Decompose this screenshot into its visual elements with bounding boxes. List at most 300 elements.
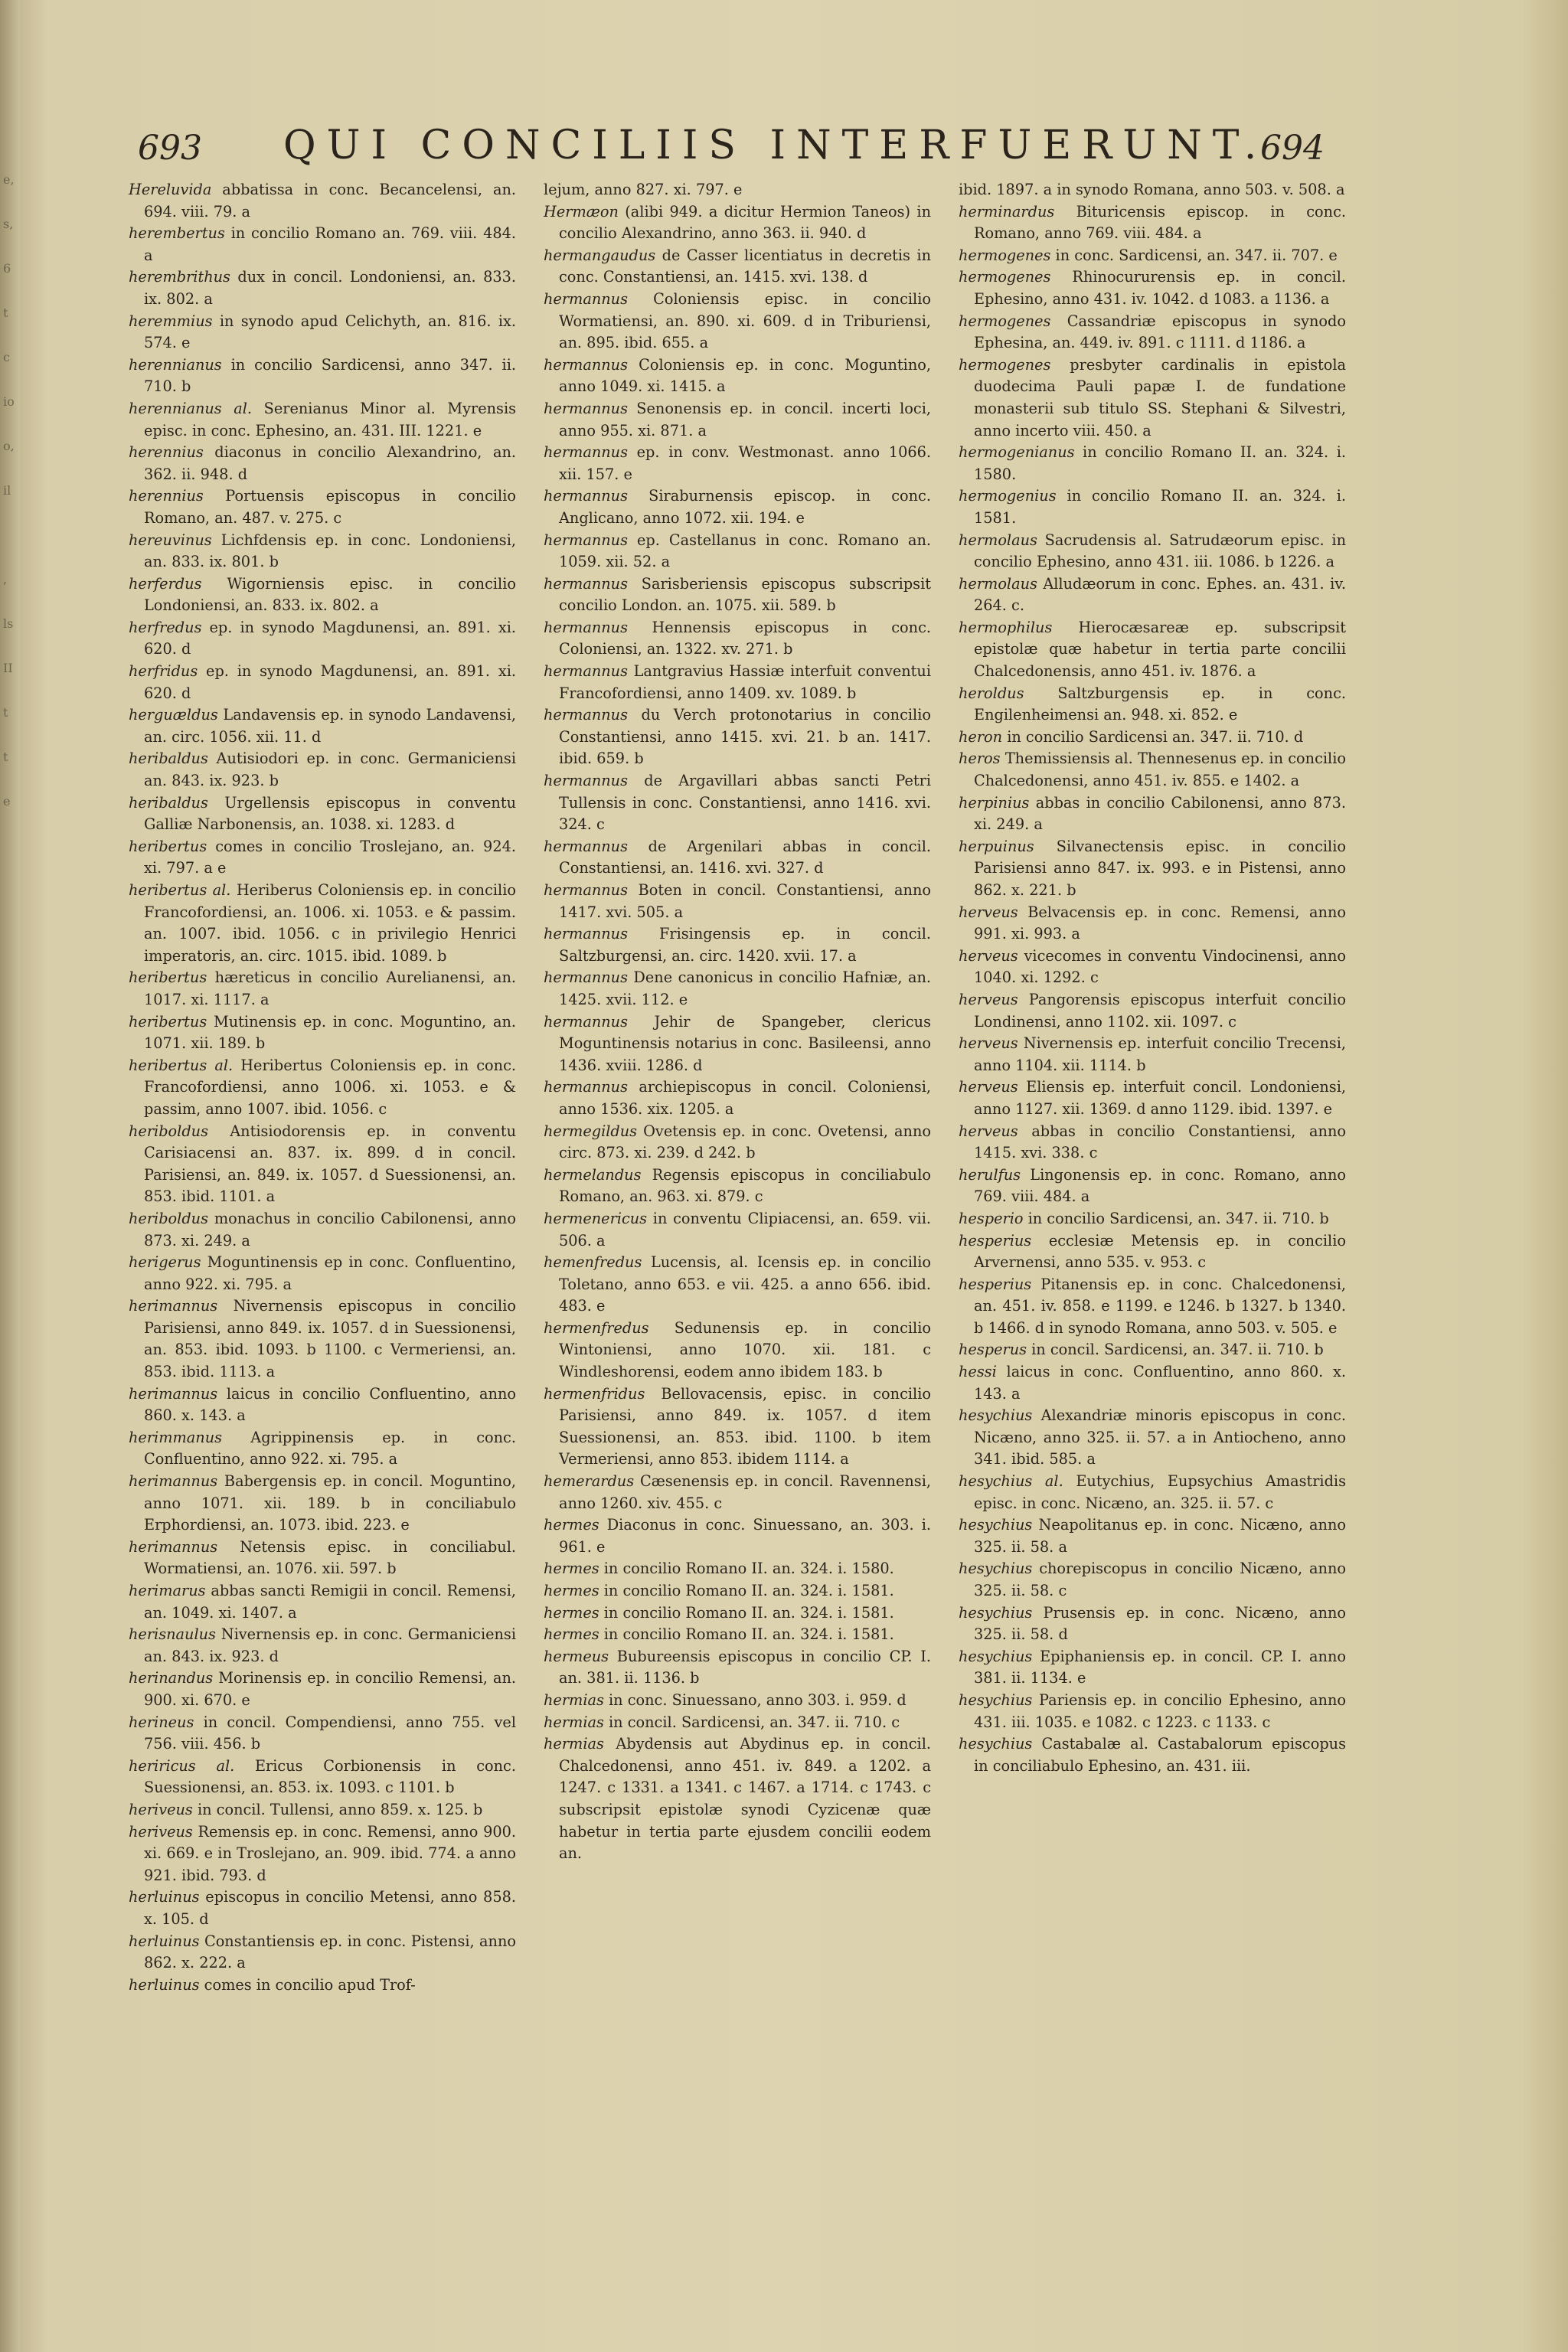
entry-headword: hermophilus: [959, 618, 1053, 636]
entry-text: Silvanectensis episc. in concilio Parisiensi anno 847. ix. 993. e in Pistensi, anno 862. x. 221. b: [974, 837, 1346, 899]
index-entry: [129, 1975, 516, 1997]
entry-headword: hermogenianus: [959, 443, 1075, 462]
index-entry: [544, 179, 931, 201]
entry-text: Jehir de Spangeber, clericus Moguntinensis notarius in conc. Basileensi, anno 1436. xviii. 1286. d: [559, 1012, 931, 1074]
entry-text: Moguntinensis ep in conc. Confluentino, anno 922. xi. 795. a: [144, 1253, 516, 1293]
index-entry: [544, 1121, 931, 1165]
index-entry: [959, 1076, 1346, 1120]
entry-headword: hesychius: [959, 1647, 1033, 1665]
index-entry: [959, 201, 1346, 245]
entry-text: diaconus in concilio Alexandrino, an. 362. ii. 948. d: [144, 443, 516, 483]
index-entry: [959, 1339, 1346, 1361]
entry-headword: herimannus: [129, 1472, 218, 1491]
index-entry: [959, 1121, 1346, 1165]
entry-headword: herfridus: [129, 662, 198, 681]
entry-headword: herinandus: [129, 1669, 214, 1687]
entry-headword: hermannus: [544, 355, 628, 374]
index-entry: [544, 1165, 931, 1208]
entry-headword: heriboldus: [129, 1122, 208, 1140]
gutter-mark: t: [3, 305, 8, 320]
index-entry: [129, 1799, 516, 1821]
index-entry: [129, 1821, 516, 1887]
entry-text: episcopus in concilio Metensi, anno 858. x. 105. d: [144, 1888, 516, 1928]
gutter-mark: t: [3, 705, 8, 720]
gutter-mark: e,: [3, 172, 15, 187]
index-entry: [959, 836, 1346, 902]
entry-headword: hermenfredus: [544, 1318, 649, 1337]
index-entry: [129, 1624, 516, 1668]
entry-headword: herimarus: [129, 1582, 206, 1599]
index-entry: [544, 661, 931, 704]
entry-headword: herveus: [959, 946, 1018, 965]
entry-headword: heriricus al.: [129, 1756, 235, 1775]
index-entry: [129, 1668, 516, 1711]
entry-text: ep. Castellanus in conc. Romano an. 1059. xii. 52. a: [559, 531, 931, 571]
index-entry: [129, 1756, 516, 1799]
index-entry: [544, 967, 931, 1011]
index-entry: [129, 1252, 516, 1295]
entry-headword: hermogenes: [959, 246, 1051, 264]
index-entry: [959, 311, 1346, 354]
entry-headword: hermannus: [544, 1012, 628, 1031]
index-entry: [959, 1690, 1346, 1733]
entry-headword: hermenfridus: [544, 1384, 645, 1403]
entry-text: in concilio Sardicensi an. 347. ii. 710. d: [1002, 727, 1304, 746]
entry-text: Agrippinensis ep. in conc. Confluentino, anno 922. xi. 795. a: [144, 1428, 516, 1468]
entry-headword: hermannus: [544, 443, 628, 462]
entry-text: Castabalæ al. Castabalorum episcopus in conciliabulo Ephesino, an. 431. iii.: [974, 1735, 1346, 1775]
gutter-mark: io: [3, 394, 15, 409]
entry-text: in synodo apud Celichyth, an. 816. ix. 574. e: [144, 312, 516, 352]
index-entry: [129, 1055, 516, 1121]
entry-headword: hesychius: [959, 1735, 1033, 1753]
index-entry: [129, 1383, 516, 1427]
entry-text: Portuensis episcopus in concilio Romano, an. 487. v. 275. c: [144, 487, 516, 527]
column-right: [959, 179, 1346, 2292]
entry-headword: herluinus: [129, 1975, 200, 1994]
index-entry: [544, 1712, 931, 1734]
index-entry: [544, 1690, 931, 1712]
entry-text: in concil. Sardicensi, an. 347. ii. 710. b: [1027, 1341, 1324, 1359]
entry-text: chorepiscopus in concilio Nicæno, anno 325. ii. 58. c: [974, 1560, 1346, 1599]
index-entry: [959, 1230, 1346, 1274]
entry-headword: hermannus: [544, 618, 628, 636]
entry-text: laicus in conc. Confluentino, anno 860. x. 143. a: [974, 1363, 1346, 1403]
entry-headword: hermannus: [544, 289, 628, 308]
entry-text: archiepiscopus in concil. Coloniensi, anno 1536. xix. 1205. a: [559, 1078, 931, 1118]
entry-text: in concilio Romano II. an. 324. i. 1581.: [599, 1625, 894, 1644]
entry-text: in concilio Romano II. an. 324. i. 1580.: [974, 443, 1346, 483]
entry-text: Wigorniensis episc. in concilio Londoniensi, an. 833. ix. 802. a: [144, 574, 516, 615]
index-entry: [959, 573, 1346, 617]
index-entry: [544, 1602, 931, 1625]
entry-text: in concil. Tullensi, anno 859. x. 125. b: [192, 1800, 483, 1818]
index-entry: [959, 1514, 1346, 1558]
entry-text: Ovetensis ep. in conc. Ovetensi, anno circ. 873. xi. 239. d 242. b: [559, 1122, 931, 1162]
index-entry: [959, 1208, 1346, 1230]
index-entry: [129, 1011, 516, 1055]
entry-headword: heribertus: [129, 969, 207, 987]
entry-text: Eutychius, Eupsychius Amastridis episc. in conc. Nicæno, an. 325. ii. 57. c: [974, 1472, 1346, 1512]
gutter-mark: c: [3, 350, 10, 364]
entry-text: Antisiodorensis ep. in conventu Carisiacensi an. 837. ix. 899. d in concil. Parisiensi, an. 849. ix. 1057. d Suessionensi, an. 853. ibid. 1101. a: [144, 1122, 516, 1206]
entry-headword: hermias: [544, 1690, 604, 1709]
gutter-mark: II: [3, 661, 13, 675]
entry-headword: hermannus: [544, 969, 628, 987]
entry-text: Coloniensis ep. in conc. Moguntino, anno 1049. xi. 1415. a: [559, 355, 931, 396]
entry-headword: Hermæon: [544, 202, 619, 220]
entry-text: Pariensis ep. in concilio Ephesino, anno 431. iii. 1035. e 1082. c 1223. c 1133. c: [974, 1690, 1346, 1731]
entry-text: in concilio Romano II. an. 324. i. 1581.: [974, 487, 1346, 527]
entry-text: Dene canonicus in concilio Hafniæ, an. 1425. xvii. 112. e: [559, 969, 931, 1008]
index-entry: [129, 617, 516, 661]
gutter-mark: o,: [3, 439, 15, 453]
entry-text: hæreticus in concilio Aurelianensi, an. 1017. xi. 1117. a: [144, 969, 516, 1008]
gutter-mark: il: [3, 483, 11, 498]
entry-headword: herferdus: [129, 574, 202, 593]
index-entry: [544, 923, 931, 967]
index-entry: [959, 245, 1346, 267]
index-entry: [959, 617, 1346, 683]
entry-headword: hesychius al.: [959, 1472, 1063, 1491]
entry-text: ecclesiæ Metensis ep. in concilio Arvernensi, anno 535. v. 953. c: [974, 1231, 1346, 1272]
gutter-mark: 6: [3, 261, 11, 276]
index-entry: [959, 266, 1346, 310]
index-entry: [129, 573, 516, 617]
entry-text: Ericus Corbionensis in conc. Suessionensi, an. 853. ix. 1093. c 1101. b: [144, 1756, 516, 1797]
entry-headword: herembrithus: [129, 268, 230, 286]
entry-text: Siraburnensis episcop. in conc. Anglicano, anno 1072. xii. 194. e: [559, 487, 931, 527]
entry-text: in concilio Romano an. 769. viii. 484. a: [144, 224, 516, 264]
entry-text: du Verch protonotarius in concilio Constantiensi, anno 1415. xvi. 21. b an. 1417. ibid. 659. b: [559, 706, 931, 768]
entry-headword: hermogenes: [959, 355, 1051, 374]
entry-headword: hermannus: [544, 574, 628, 593]
entry-headword: heribertus: [129, 837, 207, 855]
index-entry: [544, 1580, 931, 1602]
index-entry: [129, 1537, 516, 1580]
entry-text: comes in concilio apud Trof-: [199, 1975, 416, 1994]
index-entry: [129, 311, 516, 354]
index-entry: [129, 880, 516, 967]
index-entry: [544, 770, 931, 836]
index-entry: [544, 836, 931, 880]
entry-headword: heribaldus: [129, 793, 208, 812]
entry-headword: herineus: [129, 1713, 194, 1731]
entry-headword: herveus: [959, 1122, 1018, 1140]
entry-text: abbatissa in conc. Becancelensi, an. 694. viii. 79. a: [144, 181, 516, 220]
entry-headword: heribertus: [129, 1012, 207, 1031]
entry-headword: herveus: [959, 990, 1018, 1008]
entry-headword: hessi: [959, 1363, 997, 1381]
entry-text: in concilio Romano II. an. 324. i. 1580.: [599, 1560, 894, 1578]
entry-text: Lantgravius Hassiæ interfuit conventui Francofordiensi, anno 1409. xv. 1089. b: [559, 662, 931, 702]
entry-text: in conc. Sardicensi, an. 347. ii. 707. e: [1050, 246, 1338, 264]
entry-text: Lucensis, al. Icensis ep. in concilio Toletano, anno 653. e vii. 425. a anno 656. ibid. 483. e: [559, 1253, 931, 1315]
index-entry: [129, 1471, 516, 1537]
entry-headword: herguældus: [129, 706, 218, 724]
entry-text: Alludæorum in conc. Ephes. an. 431. iv. 264. c.: [974, 574, 1346, 615]
entry-headword: hermes: [544, 1625, 599, 1644]
index-entry: [959, 1602, 1346, 1646]
entry-headword: hermolaus: [959, 574, 1037, 593]
entry-text: de Argenilari abbas in concil. Constantiensi, an. 1416. xvi. 327. d: [559, 837, 931, 877]
entry-text: in conc. Sinuessano, anno 303. i. 959. d: [603, 1690, 906, 1709]
gutter-mark: ,: [3, 572, 8, 586]
entry-headword: hermangaudus: [544, 246, 656, 264]
index-entry: [544, 398, 931, 442]
index-entry: [959, 1405, 1346, 1471]
index-entry: [544, 1076, 931, 1120]
running-title: QUI CONCILIIS INTERFUERUNT.: [283, 122, 1268, 168]
entry-headword: heribertus al.: [129, 1056, 234, 1074]
entry-text: Babergensis ep. in concil. Moguntino, anno 1071. xii. 189. b in conciliabulo Erphordiensi, an. 1073. ibid. 223. e: [144, 1472, 516, 1534]
entry-headword: herigerus: [129, 1253, 201, 1272]
entry-text: ep. in synodo Magdunensi, an. 891. xi. 620. d: [144, 618, 516, 658]
gutter-mark: s,: [3, 217, 14, 231]
index-entry: [129, 179, 516, 223]
entry-headword: hesychius: [959, 1690, 1033, 1709]
index-entry: [129, 1931, 516, 1975]
entry-headword: hermeus: [544, 1647, 609, 1665]
entry-text: in concilio Sardicensi, anno 347. ii. 710. b: [144, 355, 516, 396]
entry-text: Diaconus in conc. Sinuessano, an. 303. i. 961. e: [559, 1516, 931, 1556]
entry-headword: heron: [959, 727, 1003, 746]
index-entry: [544, 1514, 931, 1558]
entry-headword: hermes: [544, 1582, 599, 1599]
entry-headword: herennius: [129, 443, 204, 462]
index-entry: [544, 245, 931, 289]
index-entry: [129, 661, 516, 704]
entry-headword: hermias: [544, 1713, 604, 1731]
entry-headword: hermelandus: [544, 1165, 642, 1184]
entry-text: Abydensis aut Abydinus ep. in concil. Chalcedonensi, anno 451. iv. 849. a 1202. a 1247. c 1331. a 1341. c 1467. a 1714. c 1743. c subscripsit epistolæ synodi Cyzicenæ quæ habetur in tertia parte ejusdem concilii eodem an.: [559, 1735, 931, 1863]
entry-text: Autisiodori ep. in conc. Germaniciensi an. 843. ix. 923. b: [144, 750, 516, 790]
entry-headword: hermogenes: [959, 268, 1051, 286]
page-header: [138, 122, 1325, 176]
index-entry: [129, 530, 516, 573]
entry-text: comes in concilio Troslejano, an. 924. xi. 797. a e: [144, 837, 516, 877]
index-entry: [959, 1646, 1346, 1690]
entry-text: ep. in conv. Westmonast. anno 1066. xii. 157. e: [559, 443, 931, 483]
index-entry: [959, 354, 1346, 442]
index-entry: [129, 442, 516, 485]
index-entry: [544, 1011, 931, 1077]
index-entry: [129, 1886, 516, 1930]
entry-headword: herimmanus: [129, 1428, 223, 1446]
entry-text: de Casser licentiatus in decretis in conc. Constantiensi, an. 1415. xvi. 138. d: [559, 246, 931, 286]
entry-headword: heremmius: [129, 312, 213, 330]
index-entry: [959, 989, 1346, 1033]
entry-text: monachus in concilio Cabilonensi, anno 873. xi. 249. a: [144, 1209, 516, 1250]
entry-text: Cæsenensis ep. in concil. Ravennensi, anno 1260. xiv. 455. c: [559, 1472, 931, 1512]
entry-headword: hesperus: [959, 1341, 1027, 1359]
entry-headword: hesychius: [959, 1560, 1033, 1578]
entry-text: Neapolitanus ep. in conc. Nicæno, anno 325. ii. 58. a: [974, 1516, 1346, 1556]
entry-headword: hermenericus: [544, 1209, 648, 1227]
entry-text: de Argavillari abbas sancti Petri Tullensis in conc. Constantiensi, anno 1416. xvi. 324. c: [559, 772, 931, 834]
index-entry: [544, 289, 931, 354]
index-entry: [544, 1208, 931, 1252]
index-entry: [959, 485, 1346, 529]
entry-text: Nivernensis episcopus in concilio Parisiensi, anno 849. ix. 1057. d in Suessionensi, an. 853. ibid. 1093. b 1100. c Vermeriensi, an. 853. ibid. 1113. a: [144, 1297, 516, 1381]
entry-text: Landavensis ep. in synodo Landavensi, an. circ. 1056. xii. 11. d: [144, 706, 516, 746]
index-entry: [544, 442, 931, 485]
entry-text: Pangorensis episcopus interfuit concilio Londinensi, anno 1102. xii. 1097. c: [974, 990, 1346, 1031]
index-entry: [959, 1558, 1346, 1602]
entry-text: ep. in synodo Magdunensi, an. 891. xi. 620. d: [144, 662, 516, 702]
entry-text: in concilio Romano II. an. 324. i. 1581.: [599, 1603, 894, 1622]
entry-headword: heriboldus: [129, 1209, 208, 1227]
entry-headword: hermes: [544, 1560, 599, 1578]
entry-headword: herveus: [959, 903, 1018, 921]
index-entry: [959, 946, 1346, 989]
page-number-right: 694: [1260, 129, 1325, 168]
entry-text: Saltzburgensis ep. in conc. Engilenheimensi an. 948. xi. 852. e: [974, 684, 1346, 724]
index-entry: [959, 792, 1346, 836]
index-entry: [544, 880, 931, 923]
entry-text: presbyter cardinalis in epistola duodecima Pauli papæ I. de fundatione monasterii sub titulo SS. Stephani & Silvestri, anno incerto viii. 450. a: [974, 355, 1346, 439]
entry-text: Heribertus Coloniensis ep. in conc. Francofordiensi, anno 1006. xi. 1053. e & passim, anno 1007. ibid. 1056. c: [144, 1056, 516, 1118]
entry-headword: heriveus: [129, 1800, 193, 1818]
entry-text: Regensis episcopus in conciliabulo Romano, an. 963. xi. 879. c: [559, 1165, 931, 1206]
entry-text: Belvacensis ep. in conc. Remensi, anno 991. xi. 993. a: [974, 903, 1346, 943]
entry-headword: hermannus: [544, 531, 628, 549]
entry-headword: herennius: [129, 487, 204, 505]
index-entry: [129, 704, 516, 748]
entry-text: dux in concil. Londoniensi, an. 833. ix. 802. a: [144, 268, 516, 308]
index-entry: [544, 530, 931, 573]
entry-headword: hesychius: [959, 1516, 1033, 1534]
entry-headword: herpinius: [959, 793, 1030, 812]
index-entry: [129, 792, 516, 836]
entry-headword: herennianus al.: [129, 399, 253, 417]
index-entry: [129, 398, 516, 442]
index-entry: [544, 1558, 931, 1580]
index-entry: [129, 1295, 516, 1383]
entry-headword: hermannus: [544, 837, 628, 855]
entry-headword: herluinus: [129, 1888, 200, 1906]
entry-headword: heribaldus: [129, 750, 208, 768]
index-entry: [544, 1733, 931, 1865]
index-entry: [129, 967, 516, 1011]
entry-headword: hermolaus: [959, 531, 1037, 549]
entry-text: Sarisberiensis episcopus subscripsit concilio London. an. 1075. xii. 589. b: [559, 574, 931, 615]
entry-headword: hermannus: [544, 487, 628, 505]
entry-text: Bubureensis episcopus in concilio CP. I. an. 381. ii. 1136. b: [559, 1647, 931, 1687]
entry-headword: Hereluvida: [129, 181, 212, 198]
index-columns: [129, 179, 1346, 2292]
entry-headword: hermannus: [544, 925, 628, 943]
entry-text: Morinensis ep. in concilio Remensi, an. 900. xi. 670. e: [144, 1669, 516, 1709]
entry-headword: herfredus: [129, 618, 202, 636]
gutter-mark: ls: [3, 616, 14, 631]
entry-text: in concil. Sardicensi, an. 347. ii. 710. c: [603, 1713, 900, 1731]
entry-headword: hesperius: [959, 1275, 1032, 1293]
index-entry: [959, 442, 1346, 485]
index-entry: [959, 1733, 1346, 1777]
index-entry: [544, 1646, 931, 1690]
entry-headword: hermannus: [544, 881, 628, 899]
entry-text: abbas in concilio Cabilonensi, anno 873. xi. 249. a: [974, 793, 1346, 834]
index-entry: [959, 1361, 1346, 1405]
entry-text: Frisingensis ep. in concil. Saltzburgensi, an. circ. 1420. xvii. 17. a: [559, 925, 931, 965]
entry-text: Mutinensis ep. in conc. Moguntino, an. 1071. xii. 189. b: [144, 1012, 516, 1053]
index-entry: [959, 1033, 1346, 1076]
entry-headword: herimannus: [129, 1384, 218, 1403]
index-entry: [129, 485, 516, 529]
entry-headword: hermannus: [544, 662, 628, 681]
index-entry: [959, 1165, 1346, 1208]
entry-headword: hermes: [544, 1516, 599, 1534]
entry-headword: hesychius: [959, 1603, 1033, 1622]
index-entry: [544, 1318, 931, 1383]
entry-headword: hermannus: [544, 1078, 628, 1096]
entry-text: Alexandriæ minoris episcopus in conc. Nicæno, anno 325. ii. 57. a in Antiocheno, anno 341. ibid. 585. a: [974, 1406, 1346, 1468]
entry-text: laicus in concilio Confluentino, anno 860. x. 143. a: [144, 1384, 516, 1425]
index-entry: [959, 1471, 1346, 1514]
index-entry: [959, 1274, 1346, 1340]
entry-headword: hermannus: [544, 772, 628, 790]
index-entry: [959, 683, 1346, 727]
entry-headword: hermogenes: [959, 312, 1051, 330]
entry-text: Netensis episc. in conciliabul. Wormatiensi, an. 1076. xii. 597. b: [144, 1537, 516, 1578]
entry-text: Bituricensis episcop. in conc. Romano, anno 769. viii. 484. a: [974, 202, 1346, 243]
entry-headword: herulfus: [959, 1165, 1021, 1184]
entry-headword: herimannus: [129, 1297, 218, 1315]
entry-headword: hereuvinus: [129, 531, 212, 549]
index-entry: [129, 836, 516, 880]
entry-headword: herembertus: [129, 224, 225, 243]
page-number-left: 693: [138, 129, 202, 168]
index-entry: [544, 1471, 931, 1514]
entry-headword: hesperio: [959, 1209, 1024, 1227]
entry-text: in conventu Clipiacensi, an. 659. vii. 506. a: [559, 1209, 931, 1250]
entry-headword: hermogenius: [959, 487, 1057, 505]
index-entry: [129, 1427, 516, 1471]
entry-text: Nivernensis ep. interfuit concilio Trecensi, anno 1104. xii. 1114. b: [974, 1034, 1346, 1074]
index-entry: [129, 1121, 516, 1208]
index-entry: [544, 573, 931, 617]
index-entry: [959, 727, 1346, 749]
entry-headword: herluinus: [129, 1932, 200, 1950]
index-entry: [544, 1252, 931, 1318]
entry-text: in concilio Sardicensi, an. 347. ii. 710. b: [1023, 1209, 1329, 1227]
index-entry: [959, 748, 1346, 792]
index-entry: [129, 1208, 516, 1252]
entry-headword: hesperius: [959, 1231, 1032, 1250]
entry-headword: hemenfredus: [544, 1253, 642, 1272]
index-entry: [129, 266, 516, 310]
entry-text: Rhinocururensis ep. in concil. Ephesino, anno 431. iv. 1042. d 1083. a 1136. a: [974, 268, 1346, 308]
entry-headword: herpuinus: [959, 837, 1034, 855]
entry-headword: hermannus: [544, 399, 628, 417]
entry-text: Sedunensis ep. in concilio Wintoniensi, anno 1070. xii. 181. c Windleshorensi, eodem anno ibidem 183. b: [559, 1318, 931, 1381]
entry-headword: hemerardus: [544, 1472, 635, 1491]
entry-text: Nivernensis ep. in conc. Germaniciensi an. 843. ix. 923. d: [144, 1625, 516, 1665]
entry-text: Coloniensis episc. in concilio Wormatiensi, an. 890. xi. 609. d in Triburiensi, an. 895. ibid. 655. a: [559, 289, 931, 352]
entry-text: Pitanensis ep. in conc. Chalcedonensi, an. 451. iv. 858. e 1199. e 1246. b 1327. b 1340. b 1466. d in synodo Romana, anno 503. v. 505. e: [974, 1275, 1346, 1337]
entry-headword: hermegildus: [544, 1122, 638, 1140]
index-entry: [544, 617, 931, 661]
entry-headword: hermias: [544, 1735, 604, 1753]
entry-headword: hesychius: [959, 1406, 1033, 1425]
entry-text: Senonensis ep. in concil. incerti loci, anno 955. xi. 871. a: [559, 399, 931, 439]
entry-headword: herimannus: [129, 1537, 218, 1556]
entry-headword: heriveus: [129, 1822, 193, 1841]
entry-text: Lichfdensis ep. in conc. Londoniensi, an. 833. ix. 801. b: [144, 531, 516, 571]
index-entry: [129, 354, 516, 398]
left-gutter: [0, 0, 20, 2352]
